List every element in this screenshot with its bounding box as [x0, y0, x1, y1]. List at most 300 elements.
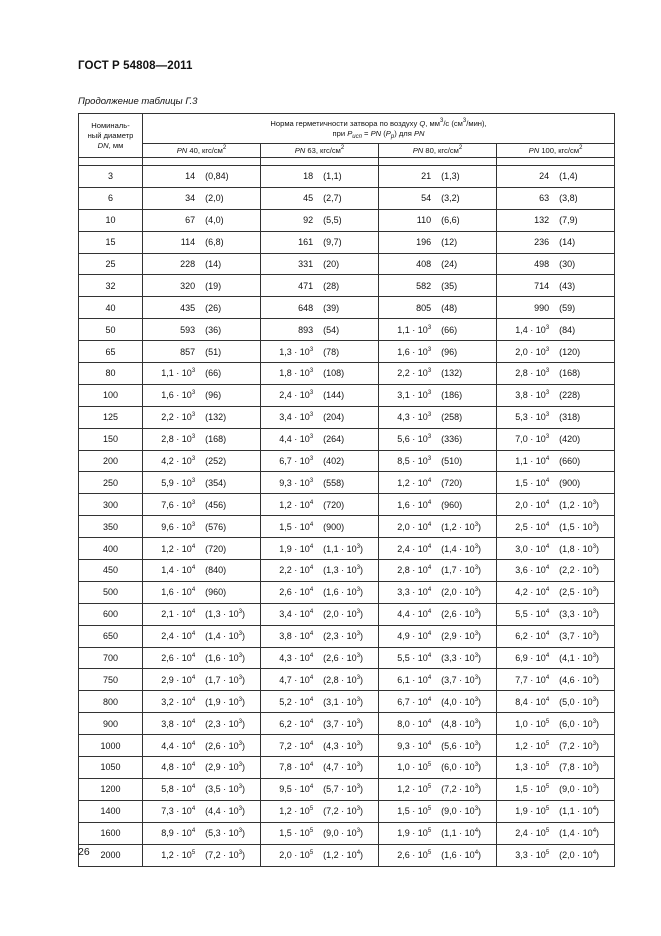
leakage-value-mm3s: $2,0 \cdot 10^3$ — [515, 346, 550, 357]
leakage-value-mm3s: $2,2 \cdot 10^3$ — [397, 368, 432, 379]
leakage-cell — [379, 516, 497, 538]
table-row — [79, 778, 615, 800]
leakage-value-mm3s: $2,6 \cdot 10^4$ — [161, 653, 196, 664]
leakage-value-cm3min: $(5,6 \cdot 10^3)$ — [441, 740, 482, 751]
leakage-value-mm3s: $8,4 \cdot 10^4$ — [515, 696, 550, 707]
leakage-cell — [379, 581, 497, 603]
table-row — [79, 450, 615, 472]
leakage-value-mm3s: $1,2 \cdot 10^5$ — [161, 850, 196, 861]
leakage-value-cm3min: $(9,0 \cdot 10^3)$ — [323, 828, 364, 839]
leakage-value-mm3s: $5,5 \cdot 10^4$ — [515, 609, 550, 620]
leakage-value-mm3s: $2,9 \cdot 10^4$ — [161, 674, 196, 685]
leakage-value-mm3s: $8,5 \cdot 10^3$ — [397, 456, 432, 467]
leakage-value-cm3min: (6,6) — [441, 215, 460, 226]
leakage-value-cm3min: (264) — [323, 434, 345, 445]
leakage-value-mm3s: $5,9 \cdot 10^3$ — [161, 477, 196, 488]
leakage-value-cm3min: $(5,3 \cdot 10^3)$ — [205, 828, 246, 839]
table-row — [79, 822, 615, 844]
table-row — [79, 538, 615, 560]
leakage-cell — [379, 647, 497, 669]
dn-cell: 350 — [79, 516, 143, 538]
leakage-cell — [497, 450, 615, 472]
leakage-cell — [497, 669, 615, 691]
leakage-value-cm3min: $(2,0 \cdot 10^3)$ — [323, 609, 364, 620]
leakage-value-mm3s: $2,6 \cdot 10^4$ — [279, 587, 314, 598]
leakage-cell — [261, 450, 379, 472]
leakage-value-mm3s: 893 — [298, 324, 314, 335]
leakage-value-cm3min: (14) — [205, 259, 222, 269]
leakage-value-cm3min: $(1,6 \cdot 10^3)$ — [323, 587, 364, 598]
dn-cell: 600 — [79, 603, 143, 625]
leakage-cell — [261, 297, 379, 319]
leakage-value-mm3s: 21 — [421, 171, 432, 182]
leakage-value-mm3s: 161 — [298, 237, 314, 248]
leakage-value-mm3s: $1,2 \cdot 10^5$ — [515, 740, 550, 751]
leakage-cell — [379, 406, 497, 428]
dn-cell: 125 — [79, 406, 143, 428]
dn-cell: 32 — [79, 275, 143, 297]
leakage-value-cm3min: (318) — [559, 412, 581, 423]
leakage-value-cm3min: $(1,1 \cdot 10^3)$ — [323, 543, 364, 554]
leakage-cell — [261, 538, 379, 560]
dn-cell: 1600 — [79, 822, 143, 844]
leakage-value-mm3s: $1,8 \cdot 10^3$ — [279, 368, 314, 379]
table-row — [79, 516, 615, 538]
leakage-value-mm3s: $6,1 \cdot 10^4$ — [397, 674, 432, 685]
leakage-cell — [261, 428, 379, 450]
leakage-value-cm3min: $(7,2 \cdot 10^3)$ — [559, 740, 600, 751]
column-header-pn63: PN 63, кгс/$см^2$ — [261, 144, 379, 158]
leakage-cell — [261, 319, 379, 341]
leakage-value-mm3s: $7,8 \cdot 10^4$ — [279, 762, 314, 773]
leakage-cell — [379, 669, 497, 691]
leakage-value-mm3s: $6,2 \cdot 10^4$ — [279, 718, 314, 729]
leakage-value-mm3s: $7,0 \cdot 10^3$ — [515, 434, 550, 445]
leakage-value-mm3s: $2,5 \cdot 10^4$ — [515, 521, 550, 532]
leakage-cell — [497, 297, 615, 319]
leakage-value-mm3s: $1,1 \cdot 10^3$ — [161, 368, 196, 379]
leakage-cell — [143, 669, 261, 691]
leakage-value-mm3s: $2,0 \cdot 10^4$ — [515, 499, 550, 510]
leakage-value-cm3min: (96) — [441, 346, 458, 357]
leakage-value-cm3min: $(2,3 \cdot 10^3)$ — [323, 631, 364, 642]
dn-cell: 250 — [79, 472, 143, 494]
leakage-value-mm3s: $1,2 \cdot 10^5$ — [279, 806, 314, 817]
leakage-value-mm3s: 990 — [534, 302, 550, 313]
leakage-cell — [497, 384, 615, 406]
group-header-line2: при $P_{исп}$ = PN $(P_p)$ для PN — [332, 128, 425, 140]
leakage-value-mm3s: $4,4 \cdot 10^4$ — [161, 740, 196, 751]
leakage-value-mm3s: $1,3 \cdot 10^3$ — [279, 346, 314, 357]
leakage-value-mm3s: $5,3 \cdot 10^3$ — [515, 412, 550, 423]
leakage-value-mm3s: 63 — [539, 193, 550, 204]
leakage-value-cm3min: $(6,0 \cdot 10^3)$ — [559, 718, 600, 729]
leakage-value-mm3s: 92 — [303, 215, 314, 226]
leakage-value-cm3min: $(5,7 \cdot 10^3)$ — [323, 784, 364, 795]
column-header-pn40: PN 40, кгс/$см^2$ — [143, 144, 261, 158]
leakage-value-mm3s: $3,8 \cdot 10^3$ — [515, 390, 550, 401]
leakage-value-cm3min: (24) — [441, 259, 458, 269]
leakage-cell — [379, 319, 497, 341]
leakage-value-mm3s: $3,8 \cdot 10^4$ — [161, 718, 196, 729]
leakage-cell — [143, 735, 261, 757]
leakage-cell — [143, 319, 261, 341]
leakage-value-mm3s: $9,3 \cdot 10^3$ — [279, 477, 314, 488]
leakage-value-mm3s: $1,2 \cdot 10^4$ — [397, 477, 432, 488]
leakage-value-cm3min: (84) — [559, 324, 576, 335]
leakage-cell — [261, 822, 379, 844]
leakage-value-mm3s: $1,9 \cdot 10^4$ — [279, 543, 314, 554]
leakage-value-cm3min: $(7,2 \cdot 10^3)$ — [441, 784, 482, 795]
leakage-value-mm3s: $1,5 \cdot 10^4$ — [515, 477, 550, 488]
leakage-value-cm3min: $(7,2 \cdot 10^3)$ — [323, 806, 364, 817]
leakage-value-cm3min: $(1,6 \cdot 10^4)$ — [441, 850, 482, 861]
leakage-value-cm3min: (2,0) — [205, 193, 224, 204]
table-row — [79, 472, 615, 494]
dn-cell: 40 — [79, 297, 143, 319]
leakage-value-cm3min: (720) — [441, 477, 463, 488]
leakage-value-cm3min: (132) — [441, 368, 463, 379]
leakage-cell — [143, 800, 261, 822]
leakage-cell — [497, 516, 615, 538]
leakage-cell — [379, 691, 497, 713]
leakage-value-mm3s: $1,5 \cdot 10^5$ — [279, 828, 314, 839]
leakage-value-mm3s: $4,4 \cdot 10^3$ — [279, 434, 314, 445]
page-number: 26 — [78, 846, 90, 858]
leakage-value-cm3min: (186) — [441, 390, 463, 401]
table-header — [79, 114, 615, 158]
leakage-cell — [143, 494, 261, 516]
leakage-value-cm3min: $(2,6 \cdot 10^3)$ — [441, 609, 482, 620]
leakage-cell — [497, 187, 615, 209]
dn-cell: 450 — [79, 560, 143, 582]
leakage-value-cm3min: (900) — [559, 477, 581, 488]
leakage-value-mm3s: $1,6 \cdot 10^3$ — [161, 390, 196, 401]
dn-cell: 15 — [79, 231, 143, 253]
leakage-value-cm3min: $(7,2 \cdot 10^3)$ — [205, 850, 246, 861]
leakage-value-cm3min: $(2,2 \cdot 10^3)$ — [559, 565, 600, 576]
leakage-value-mm3s: $4,3 \cdot 10^4$ — [279, 653, 314, 664]
leakage-value-mm3s: 67 — [185, 215, 196, 226]
dn-cell: 900 — [79, 713, 143, 735]
leakage-cell — [379, 341, 497, 363]
leakage-cell — [379, 297, 497, 319]
leakage-value-cm3min: (960) — [205, 587, 227, 598]
leakage-value-cm3min: (1,4) — [559, 171, 578, 182]
leakage-cell — [379, 822, 497, 844]
leakage-value-mm3s: $2,0 \cdot 10^4$ — [397, 521, 432, 532]
leakage-value-mm3s: $1,1 \cdot 10^4$ — [515, 456, 550, 467]
leakage-cell — [143, 581, 261, 603]
leakage-value-cm3min: (43) — [559, 280, 576, 291]
leakage-cell — [379, 450, 497, 472]
leakage-value-cm3min: $(1,4 \cdot 10^3)$ — [441, 543, 482, 554]
leakage-cell — [497, 166, 615, 188]
leakage-value-cm3min: (51) — [205, 346, 222, 357]
leakage-value-mm3s: $3,1 \cdot 10^3$ — [397, 390, 432, 401]
dn-cell: 6 — [79, 187, 143, 209]
leakage-value-mm3s: $2,8 \cdot 10^4$ — [397, 565, 432, 576]
leakage-value-mm3s: 228 — [180, 259, 196, 269]
leakage-cell — [143, 560, 261, 582]
leakage-value-mm3s: $5,6 \cdot 10^3$ — [397, 434, 432, 445]
table-row — [79, 735, 615, 757]
leakage-value-cm3min: (28) — [323, 280, 340, 291]
leakage-value-cm3min: $(2,9 \cdot 10^3)$ — [205, 762, 246, 773]
leakage-cell — [379, 603, 497, 625]
leakage-value-mm3s: $1,3 \cdot 10^5$ — [515, 762, 550, 773]
leakage-cell — [261, 275, 379, 297]
leakage-value-mm3s: 593 — [180, 324, 196, 335]
dn-cell: 80 — [79, 363, 143, 385]
leakage-value-mm3s: $9,6 \cdot 10^3$ — [161, 521, 196, 532]
leakage-value-cm3min: (144) — [323, 390, 345, 401]
leakage-value-cm3min: (204) — [323, 412, 345, 423]
table-row — [79, 581, 615, 603]
leakage-cell — [143, 406, 261, 428]
leakage-value-mm3s: 648 — [298, 302, 314, 313]
leakage-value-mm3s: $2,1 \cdot 10^4$ — [161, 609, 196, 620]
leakage-value-cm3min: $(1,9 \cdot 10^3)$ — [205, 696, 246, 707]
table-row — [79, 647, 615, 669]
leakage-value-mm3s: $1,2 \cdot 10^4$ — [279, 499, 314, 510]
leakage-cell — [379, 231, 497, 253]
leakage-value-mm3s: 18 — [303, 171, 314, 182]
leakage-value-mm3s: $2,4 \cdot 10^4$ — [397, 543, 432, 554]
leakage-value-mm3s: $1,5 \cdot 10^4$ — [279, 521, 314, 532]
table-row — [79, 187, 615, 209]
column-header-pn100: PN 100, кгс/$см^2$ — [497, 144, 615, 158]
leakage-value-cm3min: $(1,3 \cdot 10^3)$ — [205, 609, 246, 620]
leakage-value-mm3s: $1,4 \cdot 10^4$ — [161, 565, 196, 576]
leakage-value-mm3s: 114 — [180, 237, 196, 248]
leakage-value-cm3min: (19) — [205, 280, 222, 291]
leakage-cell — [143, 231, 261, 253]
leakage-cell — [261, 253, 379, 275]
leakage-cell — [143, 341, 261, 363]
leakage-value-mm3s: 14 — [185, 171, 196, 182]
leakage-cell — [497, 757, 615, 779]
leakage-value-mm3s: $8,0 \cdot 10^4$ — [397, 718, 432, 729]
leakage-value-cm3min: (120) — [559, 346, 581, 357]
leakage-value-cm3min: (840) — [205, 565, 227, 576]
leakage-cell — [497, 231, 615, 253]
leakage-cell — [379, 253, 497, 275]
leakage-cell — [497, 713, 615, 735]
leakage-value-mm3s: 471 — [298, 280, 314, 291]
leakage-value-cm3min: (1,3) — [441, 171, 460, 182]
leakage-value-cm3min: (252) — [205, 456, 227, 467]
dn-header-var: DN — [97, 140, 109, 150]
leakage-cell — [261, 757, 379, 779]
leakage-value-cm3min: (660) — [559, 456, 581, 467]
leakage-value-cm3min: $(4,6 \cdot 10^3)$ — [559, 674, 600, 685]
leakage-value-cm3min: $(3,7 \cdot 10^3)$ — [323, 718, 364, 729]
leakage-cell — [497, 800, 615, 822]
leakage-value-cm3min: (510) — [441, 456, 463, 467]
leakage-cell — [261, 647, 379, 669]
leakage-value-mm3s: $7,2 \cdot 10^4$ — [279, 740, 314, 751]
leakage-cell — [379, 778, 497, 800]
leakage-value-cm3min: $(1,5 \cdot 10^3)$ — [559, 521, 600, 532]
leakage-value-mm3s: $6,9 \cdot 10^4$ — [515, 653, 550, 664]
leakage-value-cm3min: (30) — [559, 259, 576, 269]
leakage-cell — [497, 647, 615, 669]
leakage-value-mm3s: 54 — [421, 193, 432, 204]
dn-cell: 65 — [79, 341, 143, 363]
leakage-value-mm3s: $2,0 \cdot 10^5$ — [279, 850, 314, 861]
leakage-cell — [143, 472, 261, 494]
leakage-cell — [261, 800, 379, 822]
leakage-value-mm3s: $8,9 \cdot 10^4$ — [161, 828, 196, 839]
leakage-value-cm3min: (20) — [323, 259, 340, 269]
leakage-value-cm3min: (78) — [323, 346, 340, 357]
leakage-value-cm3min: (59) — [559, 302, 576, 313]
leakage-value-mm3s: 857 — [180, 346, 196, 357]
leakage-cell — [497, 778, 615, 800]
table-row — [79, 166, 615, 188]
leakage-cell — [261, 778, 379, 800]
leakage-cell — [261, 735, 379, 757]
dn-cell: 500 — [79, 581, 143, 603]
leakage-cell — [497, 844, 615, 866]
leakage-value-cm3min: (5,5) — [323, 215, 342, 226]
leakage-value-mm3s: 34 — [185, 193, 196, 204]
leakage-cell — [497, 428, 615, 450]
leakage-cell — [497, 275, 615, 297]
leakage-cell — [379, 166, 497, 188]
leakage-value-cm3min: $(3,7 \cdot 10^3)$ — [441, 674, 482, 685]
dn-cell: 300 — [79, 494, 143, 516]
leakage-value-cm3min: (39) — [323, 302, 340, 313]
nominal-diameter-header — [79, 114, 143, 158]
table-row — [79, 669, 615, 691]
leakage-value-cm3min: $(4,7 \cdot 10^3)$ — [323, 762, 364, 773]
leakage-value-cm3min: (7,9) — [559, 215, 578, 226]
leakage-value-mm3s: $3,2 \cdot 10^4$ — [161, 696, 196, 707]
leakage-value-cm3min: $(2,6 \cdot 10^3)$ — [205, 740, 246, 751]
leakage-value-mm3s: 714 — [534, 280, 550, 291]
leakage-cell — [143, 625, 261, 647]
table-row — [79, 231, 615, 253]
leakage-value-cm3min: $(4,3 \cdot 10^3)$ — [323, 740, 364, 751]
leakage-value-mm3s: $1,0 \cdot 10^5$ — [515, 718, 550, 729]
leakage-value-mm3s: $5,8 \cdot 10^4$ — [161, 784, 196, 795]
table-row — [79, 384, 615, 406]
dn-cell: 10 — [79, 209, 143, 231]
leakage-cell — [261, 560, 379, 582]
leakage-value-cm3min: (14) — [559, 237, 576, 248]
leakage-value-cm3min: (258) — [441, 412, 463, 423]
leakage-cell — [379, 560, 497, 582]
leakage-value-cm3min: $(3,5 \cdot 10^3)$ — [205, 784, 246, 795]
leakage-cell — [497, 822, 615, 844]
leakage-value-mm3s: 435 — [180, 302, 196, 313]
leakage-value-mm3s: 408 — [416, 259, 432, 269]
leakage-value-mm3s: $4,4 \cdot 10^4$ — [397, 609, 432, 620]
leakage-value-mm3s: 320 — [180, 280, 196, 291]
leakage-value-mm3s: $1,6 \cdot 10^4$ — [161, 587, 196, 598]
leakage-cell — [143, 691, 261, 713]
leakage-value-mm3s: 110 — [416, 215, 432, 226]
leakage-value-mm3s: $7,3 \cdot 10^4$ — [161, 806, 196, 817]
leakage-value-mm3s: $6,2 \cdot 10^4$ — [515, 631, 550, 642]
table-row — [79, 757, 615, 779]
leakage-value-cm3min: $(1,2 \cdot 10^3)$ — [441, 521, 482, 532]
leakage-norm-header — [143, 114, 615, 144]
dn-header-line2: ный диаметр — [87, 130, 134, 140]
document-title: ГОСТ Р 54808—2011 — [78, 60, 193, 72]
leakage-cell — [143, 844, 261, 866]
table-row — [79, 363, 615, 385]
leakage-value-cm3min: (35) — [441, 280, 458, 291]
dn-cell: 1000 — [79, 735, 143, 757]
leakage-value-mm3s: $1,0 \cdot 10^5$ — [397, 762, 432, 773]
leakage-value-cm3min: (456) — [205, 499, 227, 510]
leakage-cell — [379, 384, 497, 406]
leakage-value-mm3s: $2,6 \cdot 10^5$ — [397, 850, 432, 861]
leakage-value-cm3min: $(4,0 \cdot 10^3)$ — [441, 696, 482, 707]
leakage-cell — [143, 275, 261, 297]
leakage-value-mm3s: $3,6 \cdot 10^4$ — [515, 565, 550, 576]
leakage-cell — [261, 231, 379, 253]
dn-header-line1: Номиналь- — [91, 120, 130, 130]
dn-cell: 750 — [79, 669, 143, 691]
dn-cell: 200 — [79, 450, 143, 472]
leakage-cell — [379, 735, 497, 757]
leakage-value-cm3min: $(1,3 \cdot 10^3)$ — [323, 565, 364, 576]
leakage-value-mm3s: $3,4 \cdot 10^3$ — [279, 412, 314, 423]
table-row — [79, 691, 615, 713]
table-row — [79, 319, 615, 341]
leakage-value-mm3s: $4,2 \cdot 10^4$ — [515, 587, 550, 598]
leakage-value-mm3s: $1,6 \cdot 10^4$ — [397, 499, 432, 510]
leakage-value-cm3min: $(1,7 \cdot 10^3)$ — [441, 565, 482, 576]
leakage-cell — [143, 822, 261, 844]
leakage-value-mm3s: $1,1 \cdot 10^3$ — [397, 324, 432, 335]
leakage-value-cm3min: (336) — [441, 434, 463, 445]
leakage-value-mm3s: $4,8 \cdot 10^4$ — [161, 762, 196, 773]
leakage-cell — [143, 603, 261, 625]
leakage-value-mm3s: 236 — [534, 237, 550, 248]
leakage-cell — [261, 581, 379, 603]
leakage-cell — [379, 538, 497, 560]
table-row — [79, 713, 615, 735]
leakage-value-mm3s: $4,9 \cdot 10^4$ — [397, 631, 432, 642]
leakage-value-mm3s: $1,2 \cdot 10^5$ — [397, 784, 432, 795]
leakage-value-cm3min: (54) — [323, 324, 340, 335]
leakage-cell — [261, 166, 379, 188]
leakage-value-mm3s: $2,2 \cdot 10^3$ — [161, 412, 196, 423]
leakage-cell — [379, 428, 497, 450]
leakage-value-mm3s: 582 — [416, 280, 432, 291]
table-row — [79, 800, 615, 822]
leakage-value-cm3min: $(1,4 \cdot 10^4)$ — [559, 828, 600, 839]
leakage-value-cm3min: (228) — [559, 390, 581, 401]
leakage-cell — [143, 297, 261, 319]
leakage-value-cm3min: $(3,7 \cdot 10^3)$ — [559, 631, 600, 642]
leakage-value-mm3s: $2,4 \cdot 10^4$ — [161, 631, 196, 642]
group-header-line1: Норма герметичности затвора по воздуху Q, $мм^3/с$ $(см^3/мин)$, — [270, 117, 487, 128]
leakage-cell — [261, 669, 379, 691]
leakage-cell — [143, 428, 261, 450]
leakage-value-mm3s: $1,2 \cdot 10^4$ — [161, 543, 196, 554]
dn-cell: 1400 — [79, 800, 143, 822]
leakage-cell — [379, 800, 497, 822]
leakage-cell — [261, 384, 379, 406]
leakage-value-cm3min: $(2,5 \cdot 10^3)$ — [559, 587, 600, 598]
leakage-value-mm3s: 24 — [539, 171, 550, 182]
